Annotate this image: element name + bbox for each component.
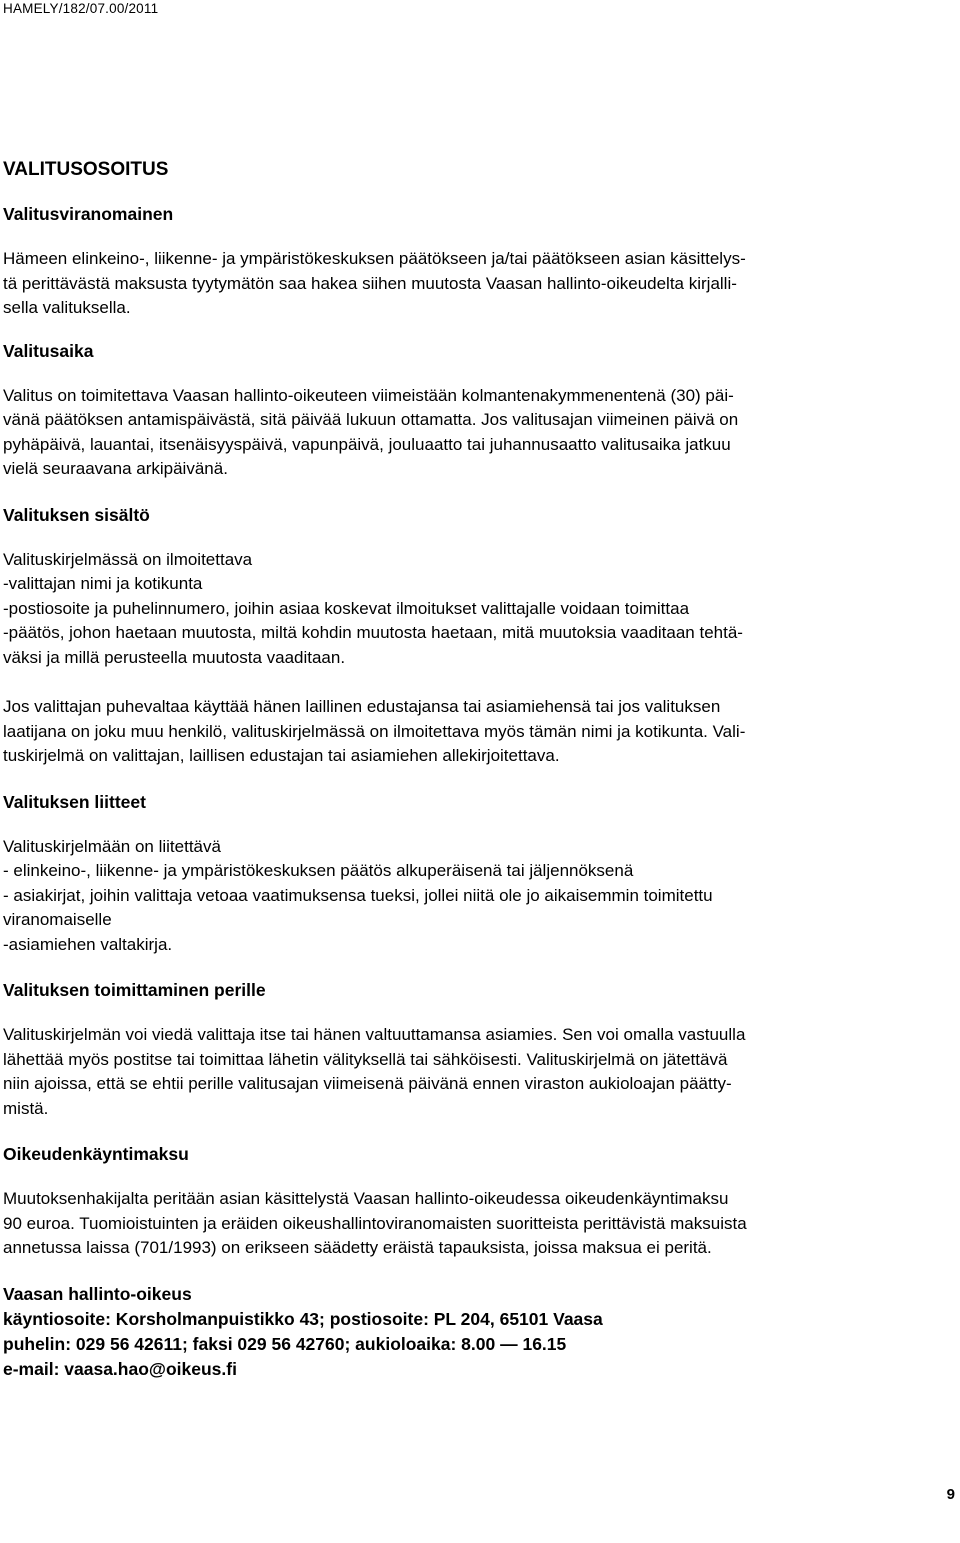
text-line: -valittajan nimi ja kotikunta xyxy=(3,574,203,593)
text-line: Muutoksenhakijalta peritään asian käsittelystä Vaasan hallinto-oikeudessa oikeudenkäyntimaksu xyxy=(3,1189,729,1208)
text-line: - asiakirjat, joihin valittaja vetoaa vaatimuksensa tueksi, jollei niitä ole jo aikaisemmin toimitettu xyxy=(3,885,713,905)
document-body xyxy=(3,156,958,1382)
text-line: viranomaiselle xyxy=(3,910,112,929)
section-heading: Valituksen liitteet xyxy=(3,791,146,812)
text-line: Jos valittajan puhevaltaa käyttää hänen laillinen edustajansa tai asiamiehensä tai jos valituksen xyxy=(3,697,721,716)
section-heading: Valitusaika xyxy=(3,340,94,361)
text-line: 90 euroa. Tuomioistuinten ja eräiden oikeushallintoviranomaisten suoritteista perittävistä maksuista xyxy=(3,1213,747,1233)
text-line: sella valituksella. xyxy=(3,298,131,317)
text-line: tuskirjelmä on valittajan, laillisen edustajan tai asiamiehen allekirjoitettava. xyxy=(3,746,560,765)
text-line: Valitus on toimitettava Vaasan hallinto-oikeuteen viimeistään kolmantenakymmenentenä (30) päi- xyxy=(3,385,734,405)
court-email: e-mail: vaasa.hao@oikeus.fi xyxy=(3,1358,237,1379)
text-line: annetussa laissa (701/1993) on erikseen säädetty eräistä tapauksista, joissa maksua ei peritä. xyxy=(3,1238,712,1257)
text-line: - elinkeino-, liikenne- ja ympäristökeskuksen päätös alkuperäisenä tai jäljennöksenä xyxy=(3,861,634,880)
document-reference: HAMELY/182/07.00/2011 xyxy=(3,1,159,16)
court-contact-block xyxy=(3,1282,958,1382)
text-line: lähettää myös postitse tai toimittaa lähetin välityksellä tai sähköisesti. Valituskirjelmä on jätettävä xyxy=(3,1049,728,1069)
section-paragraph xyxy=(3,1187,958,1261)
section-heading: Valituksen toimittaminen perille xyxy=(3,980,266,1000)
text-line: vielä seuraavana arkipäivänä. xyxy=(3,459,228,478)
text-line: pyhäpäivä, lauantai, itsenäisyyspäivä, vapunpäivä, jouluaatto tai juhannusaatto valitusaika jatkuu xyxy=(3,434,731,454)
section-paragraph xyxy=(3,247,958,321)
text-line: laatijana on joku muu henkilö, valituskirjelmässä on ilmoitettava myös tämän nimi ja kotikunta. Vali- xyxy=(3,721,746,741)
text-line: -asiamiehen valtakirja. xyxy=(3,934,173,954)
text-line: mistä. xyxy=(3,1098,49,1118)
text-line: Valituskirjelmään on liitettävä xyxy=(3,836,221,856)
text-line: Valituskirjelmässä on ilmoitettava xyxy=(3,549,253,569)
text-line: Hämeen elinkeino-, liikenne- ja ympäristökeskuksen päätökseen ja/tai päätökseen asian käsittelys- xyxy=(3,249,746,268)
section-paragraph xyxy=(3,835,958,958)
section-heading: Valituksen sisältö xyxy=(3,504,150,525)
section-heading: Oikeudenkäyntimaksu xyxy=(3,1144,189,1164)
section-paragraph xyxy=(3,384,958,482)
text-line: Valituskirjelmän voi viedä valittaja itse tai hänen valtuuttamansa asiamies. Sen voi omalla vastuulla xyxy=(3,1025,746,1044)
text-line: tä perittävästä maksusta tyytymätön saa hakea siihen muutosta Vaasan hallinto-oikeudelta kirjalli- xyxy=(3,273,737,293)
text-line: vänä päätöksen antamispäivästä, sitä päivää lukuun ottamatta. Jos valitusajan viimeinen päivä on xyxy=(3,410,739,429)
section-paragraph xyxy=(3,548,958,671)
text-line: -päätös, johon haetaan muutosta, miltä kohdin muutosta haetaan, mitä muutoksia vaaditaan tehtä- xyxy=(3,623,743,642)
section-heading: Valitusviranomainen xyxy=(3,204,174,224)
court-name: Vaasan hallinto-oikeus xyxy=(3,1283,192,1304)
court-address: käyntiosoite: Korsholmanpuistikko 43; postiosoite: PL 204, 65101 Vaasa xyxy=(3,1308,603,1329)
court-phone: puhelin: 029 56 42611; faksi 029 56 42760; aukioloaika: 8.00 — 16.15 xyxy=(3,1333,567,1354)
text-line: -postiosoite ja puhelinnumero, joihin asiaa koskevat ilmoitukset valittajalle voidaan toimittaa xyxy=(3,598,690,618)
text-line: niin ajoissa, että se ehtii perille valitusajan viimeisenä päivänä ennen viraston aukioloajan päätty- xyxy=(3,1074,732,1093)
section-paragraph xyxy=(3,1023,958,1121)
section-paragraph xyxy=(3,695,958,769)
page-number: 9 xyxy=(946,1486,955,1503)
page-title: VALITUSOSOITUS xyxy=(3,159,169,180)
text-line: väksi ja millä perusteella muutosta vaaditaan. xyxy=(3,647,346,667)
